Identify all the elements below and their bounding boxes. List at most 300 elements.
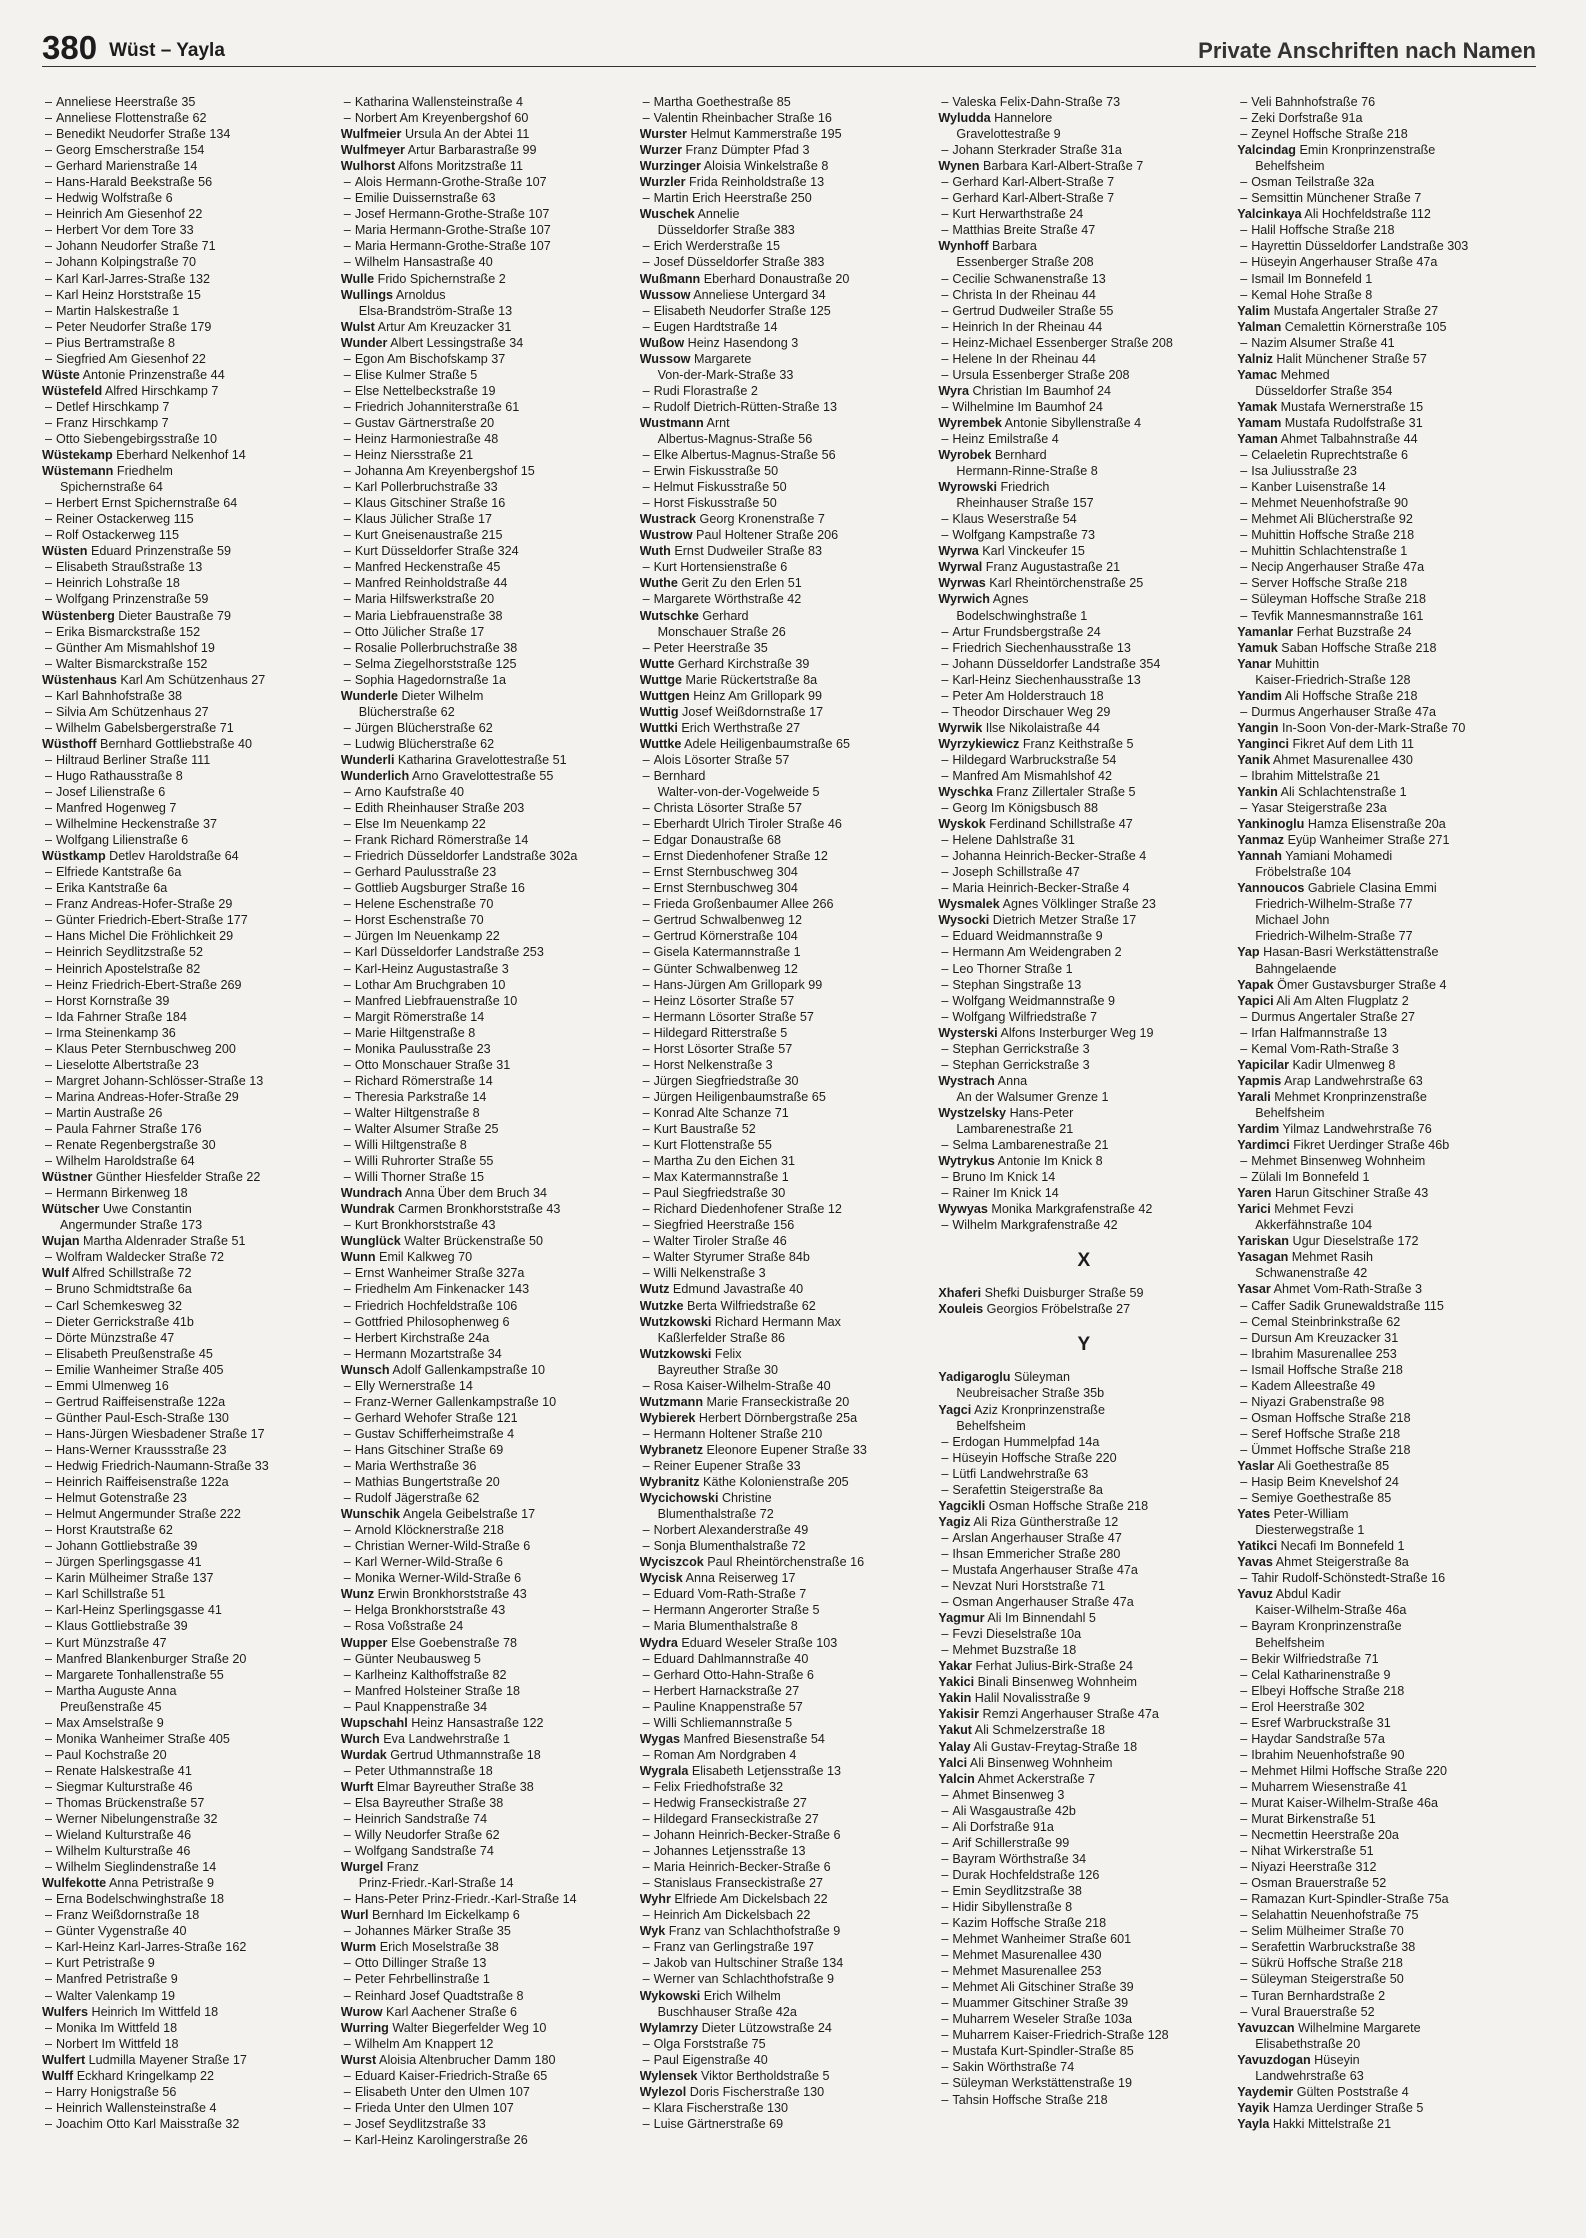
entry-continuation: Spichernstraße 64 [60, 480, 163, 495]
dash-marker: – [642, 1202, 650, 1217]
directory-entry [938, 1057, 1229, 1073]
surname: Yakut [938, 1723, 972, 1738]
dash-marker: – [343, 239, 351, 254]
entry-detail: Gerhard Paulusstraße 23 [354, 865, 497, 880]
entry-detail: Ida Fahrner Straße 184 [56, 1009, 187, 1024]
dash-marker: – [45, 512, 53, 527]
entry-detail: Necmettin Heerstraße 20a [1251, 1828, 1399, 1843]
surname: Wustrow [639, 528, 693, 543]
dash-marker: – [941, 367, 949, 382]
entry-detail: Heinz Emilstraße 4 [952, 431, 1059, 446]
entry-detail: Karl Schillstraße 51 [56, 1587, 166, 1602]
entry-detail: Josef Düsseldorfer Straße 383 [653, 255, 825, 270]
directory-entry [1237, 993, 1528, 1009]
directory-entry [42, 174, 333, 190]
entry-detail: Walter Hiltgenstraße 8 [354, 1105, 480, 1120]
directory-entry [341, 1378, 632, 1394]
directory-entry [640, 752, 931, 768]
directory-entry [42, 1458, 333, 1474]
entry-detail: Stephan Singstraße 13 [952, 977, 1082, 992]
entry-detail: Manfred Liebfrauenstraße 10 [354, 993, 518, 1008]
dash-marker: – [45, 913, 53, 928]
surname: Wulff [42, 2068, 74, 2083]
entry-detail: Hannelore [990, 111, 1053, 126]
directory-entry [640, 1907, 931, 1923]
directory-entry [341, 1859, 632, 1875]
directory-entry [42, 1602, 333, 1618]
entry-detail: Jürgen Im Neuenkamp 22 [354, 929, 500, 944]
directory-entry [1237, 704, 1528, 720]
directory-entry [938, 1979, 1229, 1995]
directory-entry [938, 720, 1229, 736]
directory-entry [341, 1185, 632, 1201]
dash-marker: – [45, 1330, 53, 1345]
directory-entry [640, 463, 931, 479]
surname: Yalniz [1237, 351, 1273, 366]
entry-detail: Shefki Duisburger Straße 59 [981, 1286, 1144, 1301]
entry-detail: Jürgen Blücherstraße 62 [354, 720, 493, 735]
directory-entry [938, 1217, 1229, 1233]
directory-entry [1237, 1298, 1528, 1314]
entry-detail: Martha Goethestraße 85 [653, 95, 791, 109]
entry-detail: Niyazi Grabenstraße 98 [1251, 1394, 1385, 1409]
entry-detail: Halil Novalisstraße 9 [971, 1691, 1091, 1706]
entry-detail: Mehmet Masurenallee 253 [952, 1964, 1102, 1979]
directory-entry [341, 222, 632, 238]
directory-entry [938, 527, 1229, 543]
entry-detail: Hermann Mozartstraße 34 [354, 1346, 502, 1361]
dash-marker: – [941, 2028, 949, 2043]
entry-detail: Heinrich Am Dickelsbach 22 [653, 1908, 811, 1923]
entry-detail: Christian Werner-Wild-Straße 6 [354, 1539, 531, 1554]
directory-entry [42, 222, 333, 238]
dash-marker: – [45, 1587, 53, 1602]
directory-entry [1237, 1265, 1528, 1281]
directory-entry [341, 1827, 632, 1843]
directory-entry [42, 1683, 333, 1699]
entry-continuation: Diesterwegstraße 1 [1255, 1523, 1365, 1538]
entry-detail: Günther Paul-Esch-Straße 130 [56, 1410, 229, 1425]
surname: Wurster [639, 127, 687, 142]
directory-entry [341, 1506, 632, 1522]
directory-entry [42, 1731, 333, 1747]
entry-detail: Silvia Am Schützenhaus 27 [56, 704, 209, 719]
directory-entry [1237, 640, 1528, 656]
entry-detail: Kurt Bronkhorststraße 43 [354, 1218, 496, 1233]
dash-marker: – [642, 881, 650, 896]
entry-detail: Hermann Am Weidengraben 2 [952, 945, 1122, 960]
directory-entry [1237, 575, 1528, 591]
directory-entry [341, 575, 632, 591]
directory-entry [341, 912, 632, 928]
directory-entry [640, 704, 931, 720]
directory-entry [42, 928, 333, 944]
dash-marker: – [343, 431, 351, 446]
directory-entry [341, 1314, 632, 1330]
entry-detail: Hedwig Franseckistraße 27 [653, 1795, 807, 1810]
surname: Yavuzdogan [1237, 2052, 1311, 2067]
dash-marker: – [642, 1908, 650, 1923]
entry-detail: Paula Fahrner Straße 176 [56, 1122, 202, 1136]
dash-marker: – [343, 1699, 351, 1714]
directory-entry [640, 1570, 931, 1586]
entry-detail: Emilie Duissernstraße 63 [354, 191, 496, 206]
entry-detail: Ursula Essenberger Straße 208 [952, 367, 1130, 382]
directory-entry [640, 1988, 931, 2004]
directory-entry [341, 768, 632, 784]
dash-marker: – [343, 1089, 351, 1104]
directory-entry [640, 1233, 931, 1249]
directory-entry [1237, 832, 1528, 848]
dash-marker: – [941, 688, 949, 703]
dash-marker: – [343, 544, 351, 559]
directory-entry [341, 94, 632, 110]
dash-marker: – [1240, 1779, 1248, 1794]
dash-marker: – [343, 1154, 351, 1169]
directory-entry [938, 704, 1229, 720]
entry-continuation: Elsa-Brandström-Straße 13 [358, 303, 513, 318]
directory-entry [640, 944, 931, 960]
directory-entry [42, 720, 333, 736]
dash-marker: – [45, 271, 53, 286]
directory-entry [42, 1121, 333, 1137]
directory-entry [341, 206, 632, 222]
directory-entry [42, 1875, 333, 1891]
dash-marker: – [343, 785, 351, 800]
surname: Wulst [340, 319, 375, 334]
directory-entry [640, 1073, 931, 1089]
entry-detail: Fikret Auf dem Lith 11 [1288, 736, 1415, 751]
directory-entry [42, 142, 333, 158]
page-number: 380 [42, 29, 98, 66]
surname: Yalcin [938, 1771, 975, 1786]
dash-marker: – [45, 1731, 53, 1746]
directory-entry [1237, 736, 1528, 752]
dash-marker: – [45, 993, 53, 1008]
directory-entry [341, 1458, 632, 1474]
dash-marker: – [45, 351, 53, 366]
entry-detail: Günter Neubausweg 5 [354, 1651, 481, 1666]
dash-marker: – [45, 1683, 53, 1698]
dash-marker: – [45, 817, 53, 832]
entry-detail: Ahmet Steigerstraße 8a [1272, 1555, 1409, 1570]
entry-detail: Jürgen Heiligenbaumstraße 65 [653, 1089, 826, 1104]
dash-marker: – [941, 640, 949, 655]
dash-marker: – [1240, 1009, 1248, 1024]
entry-detail: Margret Johann-Schlösser-Straße 13 [56, 1073, 264, 1088]
directory-entry [640, 1298, 931, 1314]
dash-marker: – [1240, 1651, 1248, 1666]
entry-detail: Dieter Lützowstraße 24 [698, 2020, 832, 2035]
surname: Wurm [340, 1940, 377, 1955]
directory-entry [640, 351, 931, 367]
directory-entry [938, 415, 1229, 431]
entry-detail: Anna [994, 1073, 1028, 1088]
dash-marker: – [343, 2068, 351, 2083]
entry-detail: Frank Richard Römerstraße 14 [354, 833, 529, 848]
entry-detail: Wolfram Waldecker Straße 72 [56, 1250, 224, 1265]
dash-marker: – [45, 1410, 53, 1425]
dash-marker: – [45, 945, 53, 960]
section-letter: Y [1077, 1334, 1091, 1356]
dash-marker: – [642, 1619, 650, 1634]
directory-entry [938, 1739, 1229, 1755]
surname: Wurst [340, 2052, 377, 2067]
directory-entry [938, 896, 1229, 912]
directory-entry [938, 254, 1229, 270]
dash-marker: – [45, 95, 53, 109]
dash-marker: – [343, 480, 351, 495]
directory-entry [341, 961, 632, 977]
dash-marker: – [45, 1507, 53, 1522]
directory-entry [341, 672, 632, 688]
directory-entry [341, 1442, 632, 1458]
dash-marker: – [45, 704, 53, 719]
directory-entry [1237, 1426, 1528, 1442]
dash-marker: – [941, 1009, 949, 1024]
surname: Wyschka [938, 785, 993, 800]
entry-detail: Klaus Peter Sternbuschweg 200 [56, 1041, 236, 1056]
entry-detail: Erdogan Hummelpfad 14a [952, 1434, 1100, 1449]
entry-detail: Egon Am Bischofskamp 37 [354, 351, 506, 366]
dash-marker: – [1240, 1812, 1248, 1827]
dash-marker: – [941, 1546, 949, 1561]
entry-detail: Siegfried Am Giesenhof 22 [56, 351, 206, 366]
directory-entry [341, 1635, 632, 1651]
directory-entry [938, 174, 1229, 190]
entry-detail: Eduard Dahlmannstraße 40 [653, 1651, 809, 1666]
directory-entry [341, 1554, 632, 1570]
directory-entry [341, 624, 632, 640]
dash-marker: – [941, 1899, 949, 1914]
entry-detail: Maria Blumenthalstraße 8 [653, 1619, 798, 1634]
directory-entry [341, 800, 632, 816]
directory-entry [938, 1285, 1229, 1301]
directory-entry [341, 1009, 632, 1025]
entry-detail: Harry Honigstraße 56 [56, 2084, 177, 2099]
entry-detail: Cecilie Schwanenstraße 13 [952, 271, 1106, 286]
directory-entry [938, 1546, 1229, 1562]
dash-marker: – [45, 1378, 53, 1393]
dash-marker: – [1240, 1362, 1248, 1377]
dash-marker: – [343, 2084, 351, 2099]
dash-marker: – [45, 1138, 53, 1153]
directory-entry [1237, 1041, 1528, 1057]
dash-marker: – [941, 223, 949, 238]
entry-detail: Süleyman Hoffsche Straße 218 [1251, 592, 1426, 607]
dash-marker: – [343, 1346, 351, 1361]
surname: Yapmis [1237, 1073, 1282, 1088]
dash-marker: – [642, 752, 650, 767]
dash-marker: – [642, 1715, 650, 1730]
entry-detail: Ernst Wanheimer Straße 327a [354, 1266, 525, 1281]
entry-detail: Frida Reinholdstraße 13 [685, 175, 825, 190]
surname: Yalay [938, 1739, 971, 1754]
dash-marker: – [45, 431, 53, 446]
directory-entry [1237, 1490, 1528, 1506]
directory-entry [42, 303, 333, 319]
directory-entry [341, 254, 632, 270]
entry-detail: Mustafa Kurt-Spindler-Straße 85 [952, 2044, 1134, 2059]
entry-detail: Hildegard Warbruckstraße 54 [952, 752, 1117, 767]
directory-entry [640, 1891, 931, 1907]
entry-detail: Muhittin [1271, 656, 1320, 671]
dash-marker: – [941, 528, 949, 543]
dash-marker: – [45, 1747, 53, 1762]
surname: Yakin [938, 1691, 972, 1706]
directory-entry [640, 736, 931, 752]
entry-detail: Hayrettin Düsseldorfer Landstraße 303 [1251, 239, 1469, 254]
directory-entry [1237, 1683, 1528, 1699]
directory-entry [42, 1089, 333, 1105]
entry-detail: Irma Steinenkamp 36 [56, 1025, 176, 1040]
dash-marker: – [343, 1828, 351, 1843]
directory-entry [640, 1458, 931, 1474]
dash-marker: – [45, 1635, 53, 1650]
dash-marker: – [941, 207, 949, 222]
entry-detail: Heinrich Lohstraße 18 [56, 576, 180, 591]
dash-marker: – [642, 1539, 650, 1554]
dash-marker: – [941, 672, 949, 687]
dash-marker: – [642, 191, 650, 206]
dash-marker: – [642, 95, 650, 109]
directory-entry [1237, 495, 1528, 511]
entry-detail: Doris Fischerstraße 130 [686, 2084, 825, 2099]
dash-marker: – [1240, 1683, 1248, 1698]
directory-entry [1237, 1185, 1528, 1201]
dash-marker: – [343, 849, 351, 864]
surname: Yapicilar [1237, 1057, 1289, 1072]
directory-entry [640, 1618, 931, 1634]
dash-marker: – [343, 1683, 351, 1698]
entry-detail: Leo Thorner Straße 1 [952, 961, 1073, 976]
entry-detail: Manfred Heckenstraße 45 [354, 560, 501, 575]
directory-entry [640, 1314, 931, 1330]
entry-detail: Arnold Klöcknerstraße 218 [354, 1523, 504, 1538]
surname: Wutz [639, 1282, 670, 1297]
dash-marker: – [343, 897, 351, 912]
entry-detail: Hugo Rathausstraße 8 [56, 768, 183, 783]
directory-entry [640, 848, 931, 864]
dash-marker: – [941, 1819, 949, 1834]
entry-detail: Peter-William [1270, 1507, 1349, 1522]
dash-marker: – [1240, 255, 1248, 270]
entry-detail: Max Amselstraße 9 [56, 1715, 164, 1730]
directory-entry [341, 591, 632, 607]
entry-detail: Paul Eigenstraße 40 [653, 2052, 768, 2067]
directory-entry [938, 624, 1229, 640]
entry-detail: Pauline Knappenstraße 57 [653, 1699, 803, 1714]
directory-entry [640, 222, 931, 238]
dash-marker: – [1240, 1699, 1248, 1714]
directory-column-4 [938, 94, 1237, 2224]
directory-entry [938, 1931, 1229, 1947]
surname: Wurzler [639, 175, 686, 190]
entry-detail: Emin Kronprinzenstraße [1295, 143, 1436, 158]
entry-detail: Antonie Prinzenstraße 44 [79, 367, 225, 382]
surname: Yannah [1237, 849, 1282, 864]
directory-entry [341, 1201, 632, 1217]
dash-marker: – [343, 207, 351, 222]
entry-detail: Johann Heinrich-Becker-Straße 6 [653, 1828, 841, 1843]
directory-entry [1237, 559, 1528, 575]
directory-entry [640, 961, 931, 977]
directory-entry [938, 110, 1229, 126]
entry-detail: Süleyman Werkstättenstraße 19 [952, 2076, 1133, 2091]
entry-detail: Roman Am Nordgraben 4 [653, 1747, 797, 1762]
directory-entry [640, 319, 931, 335]
dash-marker: – [343, 1892, 351, 1907]
surname: Wyrembek [938, 415, 1002, 430]
directory-entry [1237, 1121, 1528, 1137]
dash-marker: – [343, 1844, 351, 1859]
directory-entry [341, 1073, 632, 1089]
entry-detail: Martin Halskestraße 1 [56, 303, 180, 318]
entry-detail: Heinz Harmoniestraße 48 [354, 431, 499, 446]
entry-detail: Gabriele Clasina Emmi [1304, 881, 1437, 896]
dash-marker: – [941, 1595, 949, 1610]
entry-continuation: Friedrich-Wilhelm-Straße 77 [1255, 929, 1413, 944]
directory-entry [1237, 624, 1528, 640]
dash-marker: – [941, 945, 949, 960]
entry-detail: Werner van Schlachthofstraße 9 [653, 1972, 834, 1987]
directory-entry [640, 1089, 931, 1105]
directory-entry [42, 431, 333, 447]
directory-entry [1237, 1378, 1528, 1394]
entry-detail: Mehmet Ali Gitschiner Straße 39 [952, 1980, 1134, 1995]
dash-marker: – [343, 1138, 351, 1153]
directory-entry [1237, 1025, 1528, 1041]
dash-marker: – [941, 1851, 949, 1866]
directory-entry [938, 431, 1229, 447]
directory-entry [1237, 1458, 1528, 1474]
entry-continuation: Monschauer Straße 26 [657, 624, 786, 639]
entry-detail: Horst Kornstraße 39 [56, 993, 170, 1008]
directory-entry [938, 912, 1229, 928]
entry-detail: Dieter Baustraße 79 [114, 608, 231, 623]
directory-entry [341, 1570, 632, 1586]
dash-marker: – [45, 127, 53, 142]
dash-marker: – [45, 1105, 53, 1120]
dash-marker: – [45, 1523, 53, 1538]
entry-detail: Albert Lessingstraße 34 [387, 335, 524, 350]
directory-entry [640, 1779, 931, 1795]
dash-marker: – [45, 1844, 53, 1859]
directory-entry [1237, 1330, 1528, 1346]
entry-detail: Mehmet Hilmi Hoffsche Straße 220 [1251, 1763, 1447, 1778]
dash-marker: – [941, 1218, 949, 1233]
directory-entry [42, 447, 333, 463]
dash-marker: – [1240, 335, 1248, 350]
surname: Wuschek [639, 207, 695, 222]
directory-entry [1237, 928, 1528, 944]
entry-detail: Sükrü Hoffsche Straße 218 [1251, 1956, 1403, 1971]
surname: Wynen [938, 159, 980, 174]
directory-entry [42, 848, 333, 864]
directory-entry [938, 1594, 1229, 1610]
directory-entry [640, 1731, 931, 1747]
directory-entry [1237, 1474, 1528, 1490]
entry-detail: Alfred Hirschkamp 7 [102, 383, 219, 398]
entry-detail: Wilhelm Sieglindenstraße 14 [56, 1860, 217, 1875]
directory-entry [938, 1530, 1229, 1546]
directory-entry [341, 1602, 632, 1618]
directory-entry [341, 1025, 632, 1041]
directory-entry [938, 2043, 1229, 2059]
entry-continuation: Schwanenstraße 42 [1255, 1266, 1368, 1281]
surname: Wüstkamp [42, 849, 106, 864]
entry-detail: Elmar Bayreuther Straße 38 [373, 1779, 534, 1794]
